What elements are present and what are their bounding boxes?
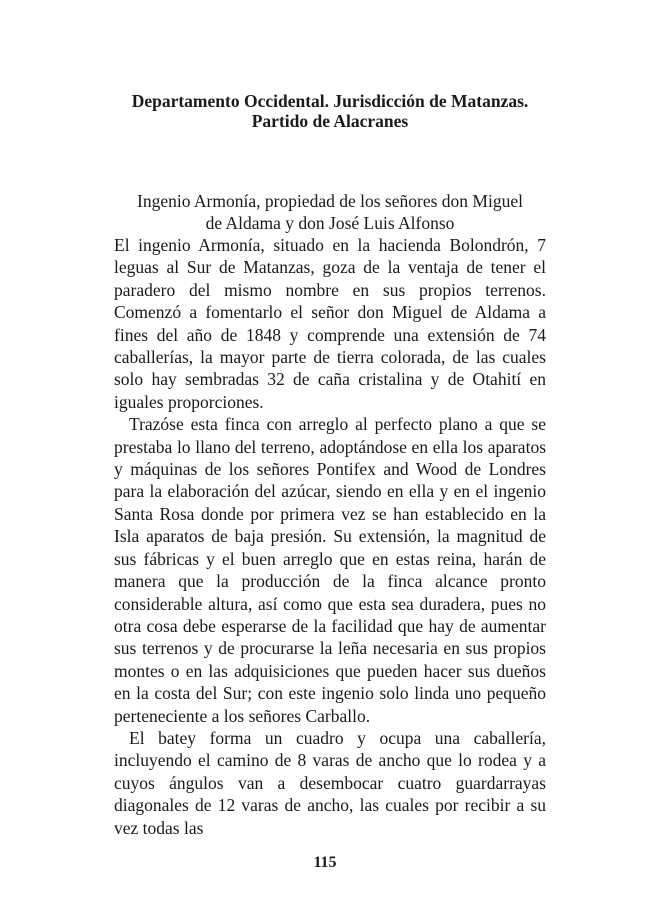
article-subtitle-line-1: Ingenio Armonía, propiedad de los señores don Miguel — [137, 191, 523, 211]
page-number: 115 — [313, 854, 337, 871]
section-heading-line-1: Departamento Occidental. Jurisdicción de Matanzas. — [131, 91, 529, 111]
section-heading — [100, 91, 560, 131]
section-heading-line-2: Partido de Alacranes — [251, 111, 409, 131]
article-subtitle — [100, 190, 560, 234]
body-paragraph-2: Trazóse esta finca con arreglo al perfecto plano a que se prestaba lo llano del terreno, adoptándose en ella los aparatos y máquinas de los señores Pontifex and Wood de Londres para la elaboración del azúcar, siendo en ella y en el ingenio Santa Rosa donde por primera vez se han establecido en la Isla aparatos de baja presión. Su extensión, la magnitud de sus fábricas y el buen arreglo que en estas reina, harán de manera que la producción de la finca alcance pronto considerable altura, así como que esta sea duradera, pues no otra cosa debe esperarse de la facilidad que hay de aumentar sus terrenos y de procurarse la leña necesaria en sus propios montes o en las adquisiciones que pueden hacer sus dueños en la costa del Sur; con este ingenio solo linda uno pequeño perteneciente a los señores Carballo. — [114, 414, 546, 726]
body-paragraph-3: El batey forma un cuadro y ocupa una caballería, incluyendo el camino de 8 varas de ancho que lo rodea y a cuyos ángulos van a desembocar cuatro guardarrayas diagonales de 12 varas de ancho, las cuales por recibir a su vez todas las — [114, 727, 546, 838]
article-subtitle-line-2: de Aldama y don José Luis Alfonso — [205, 213, 455, 233]
body-paragraph-1: El ingenio Armonía, situado en la hacienda Bolondrón, 7 leguas al Sur de Matanzas, goza de la ventaja de tener el paradero del mismo nombre en sus propios terrenos. Comenzó a fomentarlo el señor don Miguel de Aldama a fines del año de 1848 y comprende una extensión de 74 caballerías, la mayor parte de tierra colorada, de las cuales solo hay sembradas 32 de caña cristalina y de Otahití en iguales proporciones. — [114, 235, 546, 412]
article-body — [114, 234, 546, 839]
